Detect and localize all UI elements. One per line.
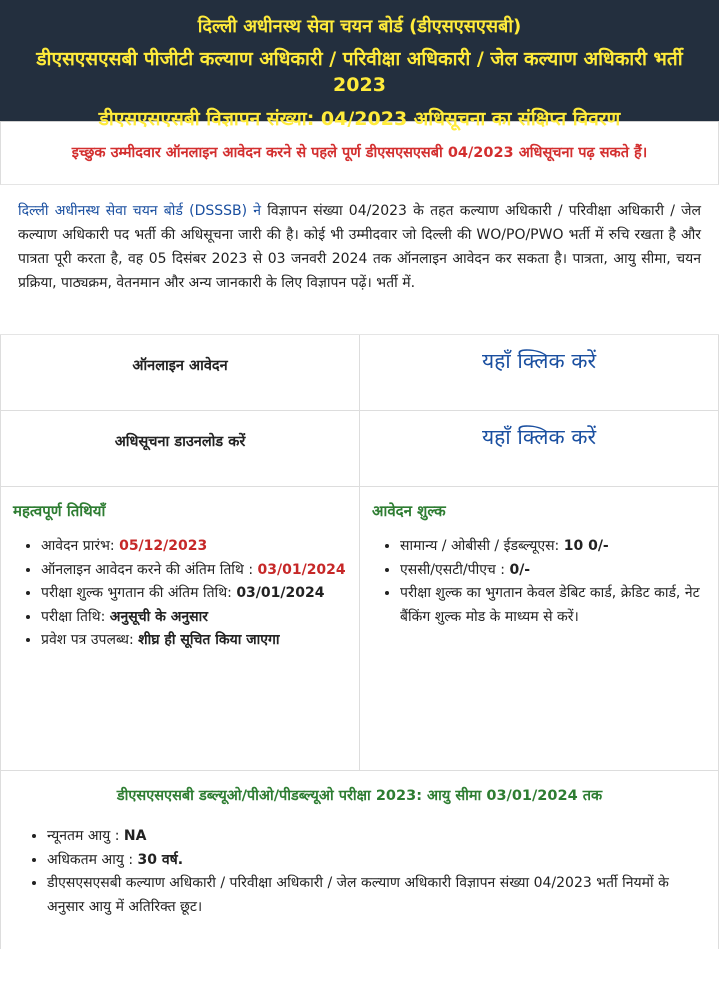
notification-download-row (0, 411, 719, 487)
age-limit-section (0, 771, 719, 949)
intro-paragraph (0, 185, 719, 335)
important-dates-title: महत्वपूर्ण तिथियाँ (13, 502, 106, 520)
important-dates-list (13, 535, 347, 653)
list-item: • अधिकतम आयु : 30 वर्ष. (47, 849, 698, 873)
notification-download-link[interactable]: यहाँ क्लिक करें (359, 411, 718, 486)
application-fee-title: आवेदन शुल्क (372, 502, 446, 520)
page-header (0, 0, 719, 130)
notification-download-label: अधिसूचना डाउनलोड करें (114, 434, 246, 450)
list-item: • ऑनलाइन आवेदन करने की अंतिम तिथि : 03/01/2024 (41, 559, 347, 583)
list-item: • परीक्षा शुल्क का भुगतान केवल डेबिट कार्ड, क्रेडिट कार्ड, नेट बैंकिंग शुल्क मोड के माध्यम से करें। (400, 582, 706, 629)
notice-text: इच्छुक उम्मीदवार ऑनलाइन आवेदन करने से पहले पूर्ण डीएसएसएसबी 04/2023 अधिसूचना पढ़ सकते हैं। (0, 122, 719, 185)
board-title: दिल्ली अधीनस्थ सेवा चयन बोर्ड (डीएसएसएसबी) (197, 16, 522, 37)
age-limit-list (21, 825, 698, 919)
application-fee-section (359, 487, 718, 770)
intro-text: विज्ञापन संख्या 04/2023 के तहत कल्याण अधिकारी / परिवीक्षा अधिकारी / जेल कल्याण अधिकारी पद भर्ती की अधिसूचना जारी की है। कोई भी उम्मीदवार जो दिल्ली की WO/PO/PWO भर्ती में रुचि रखता है और पात्रता पूरी करता है, वह 05 दिसंबर 2023 से 03 जनवरी 2024 तक ऑनलाइन आवेदन कर सकता है। पात्रता, आयु सीमा, चयन प्रक्रिया, पाठ्यक्रम, वेतनमान और अन्य जानकारी के लिए विज्ञापन पढ़ें। भर्ती में. (18, 203, 701, 291)
apply-online-row (0, 335, 719, 411)
recruitment-title: डीएसएसएसबी पीजीटी कल्याण अधिकारी / परिवीक्षा अधिकारी / जेल कल्याण अधिकारी भर्ती 2023 (36, 48, 683, 96)
list-item: • एससी/एसटी/पीएच : 0/- (400, 559, 706, 583)
important-dates-section (1, 487, 359, 770)
board-link[interactable]: दिल्ली अधीनस्थ सेवा चयन बोर्ड (DSSSB) ने (18, 203, 262, 219)
list-item: • परीक्षा तिथि: अनुसूची के अनुसार (41, 606, 347, 630)
dates-fees-row (0, 487, 719, 771)
age-limit-title: डीएसएसएसबी डब्ल्यूओ/पीओ/पीडब्ल्यूओ परीक्षा 2023: आयु सीमा 03/01/2024 तक (116, 788, 603, 804)
application-fee-list (372, 535, 706, 629)
advert-title: डीएसएसएसबी विज्ञापन संख्या: 04/2023 अधिसूचना का संक्षिप्त विवरण (98, 108, 621, 130)
list-item: • सामान्य / ओबीसी / ईडब्ल्यूएस: 10 0/- (400, 535, 706, 559)
list-item: • परीक्षा शुल्क भुगतान की अंतिम तिथि: 03/01/2024 (41, 582, 347, 606)
apply-online-link[interactable]: यहाँ क्लिक करें (359, 335, 718, 410)
list-item: • प्रवेश पत्र उपलब्ध: शीघ्र ही सूचित किया जाएगा (41, 629, 347, 653)
list-item: • डीएसएसएसबी कल्याण अधिकारी / परिवीक्षा अधिकारी / जेल कल्याण अधिकारी विज्ञापन संख्या 04/2023 भर्ती नियमों के अनुसार आयु में अतिरिक्त छूट। (47, 872, 698, 919)
apply-online-label: ऑनलाइन आवेदन (132, 358, 228, 374)
list-item: • आवेदन प्रारंभ: 05/12/2023 (41, 535, 347, 559)
list-item: • न्यूनतम आयु : NA (47, 825, 698, 849)
